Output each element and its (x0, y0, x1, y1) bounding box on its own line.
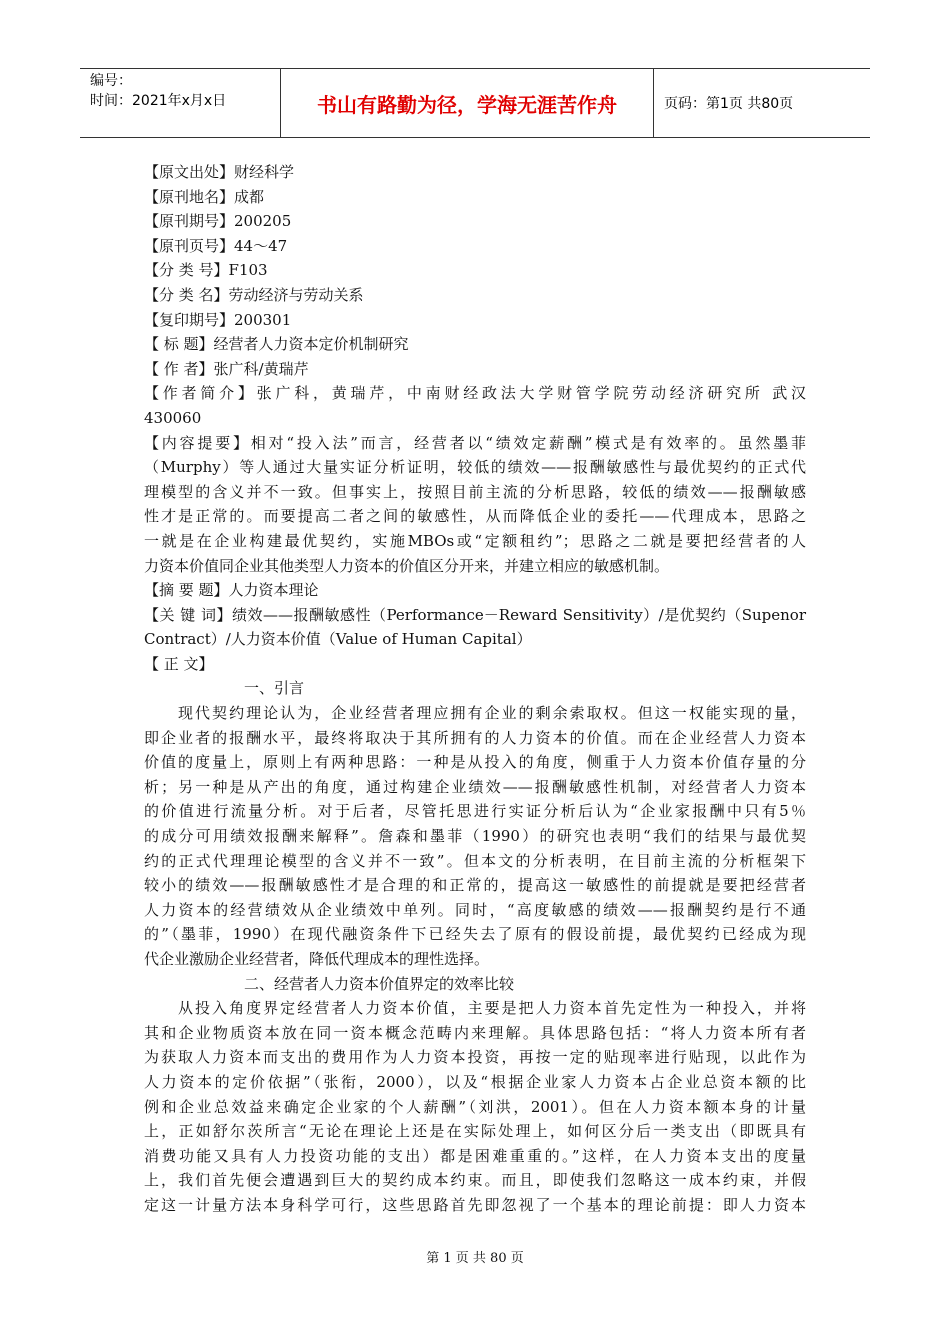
header-number-label: 编号： (90, 73, 132, 89)
body-label: 【 正 文】 (144, 654, 214, 673)
meta-issue: 【原刊期号】200205 (144, 212, 292, 231)
meta-subject: 【摘 要 题】人力资本理论 (144, 581, 319, 600)
section-1-line: 即企业者的报酬水平，最终将取决于其所拥有的人力资本的价值。而在企业经营人力资本 (144, 728, 806, 747)
abstract-line: （Murphy）等人通过大量实证分析证明，较低的绩效——报酬敏感性与最优契约的正式代 (144, 458, 806, 477)
abstract-line: 力资本价值同企业其他类型人力资本的价值区分开来，并建立相应的敏感机制。 (144, 556, 670, 575)
document-body (144, 160, 806, 1218)
section-2-line: 人力资本的定价依据”（张衔，2000），以及“根据企业家人力资本占企业总资本额的比 (144, 1072, 806, 1091)
section-2-line: 上，正如舒尔茨所言“无论在理论上还是在实际处理上，如何区分后一类支出（即既具有 (144, 1122, 806, 1141)
section-1-line: 的”（墨菲，1990）在现代融资条件下已经失去了原有的假设前提，最优契约已经成为现 (144, 925, 806, 944)
section-1-line: 较小的绩效——报酬敏感性才是合理的和正常的，提高这一敏感性的前提就是要把经营者 (144, 876, 806, 895)
meta-author: 【 作 者】张广科/黄瑞芹 (144, 359, 309, 378)
section-2-line: 其和企业物质资本放在同一资本概念范畴内来理解。具体思路包括：“将人力资本所有者 (144, 1023, 806, 1042)
section-2-line: 上，我们首先便会遭遇到巨大的契约成本约束。而且，即使我们忽略这一成本约束，并假 (144, 1171, 806, 1190)
section-2-line: 消费功能又具有人力投资功能的支出）都是困难重重的。”这样，在人力资本支出的度量 (144, 1146, 806, 1165)
keywords-line: Contract）/人力资本价值（Value of Human Capital） (144, 630, 532, 649)
header-motto: 书山有路勤为径，学海无涯苦作舟 (281, 69, 654, 137)
section-1-line: 析；另一种是从产出的角度，通过构建企业绩效——报酬敏感性机制，对经营者人力资本 (144, 777, 806, 796)
section-1-line: 现代契约理论认为，企业经营者理应拥有企业的剩余索取权。但这一权能实现的量， (178, 704, 806, 723)
section-2-line: 定这一计量方法本身科学可行，这些思路首先即忽视了一个基本的理论前提：即人力资本 (144, 1195, 806, 1214)
abstract-line: 一就是在企业构建最优契约，实施MBOs或“定额租约”；思路之二就是要把经营者的人 (144, 531, 806, 550)
section-1-line: 代企业激励企业经营者，降低代理成本的理性选择。 (144, 950, 490, 968)
meta-source: 【原文出处】财经科学 (144, 163, 295, 181)
section-1-line: 的价值进行流量分析。对于后者，尽管托思进行实证分析后认为“企业家报酬中只有5％ (144, 802, 806, 821)
author-intro-line: 430060 (144, 408, 202, 427)
meta-location: 【原刊地名】成都 (144, 187, 265, 206)
section-2-title: 二、经营者人力资本价值界定的效率比较 (244, 974, 515, 993)
meta-class-number: 【分 类 号】F103 (144, 261, 268, 280)
header-page-info: 页码：第1页 共80页 (664, 96, 794, 112)
abstract-line: 性才是正常的。而要提高二者之间的敏感性，从而降低企业的委托——代理成本，思路之 (144, 507, 806, 526)
section-2-line: 例和企业总效益来确定企业家的个人薪酬”（刘洪，2001）。但在人力资本额本身的计量 (144, 1097, 806, 1116)
section-1-line: 的成分可用绩效报酬来解释”。詹森和墨菲（1990）的研究也表明“我们的结果与最优契 (144, 827, 806, 846)
section-1-line: 约的正式代理理论模型的含义并不一致”。但本文的分析表明，在目前主流的分析框架下 (144, 851, 806, 870)
meta-title: 【 标 题】经营者人力资本定价机制研究 (144, 335, 409, 354)
author-intro-line: 【作者简介】张广科，黄瑞芹，中南财经政法大学财管学院劳动经济研究所 武汉 (144, 384, 806, 403)
section-2-line: 从投入角度界定经营者人力资本价值，主要是把人力资本首先定性为一种投入，并将 (178, 999, 806, 1018)
section-1-line: 人力资本的经营绩效从企业绩效中单列。同时，“高度敏感的绩效——报酬契约是行不通 (144, 900, 806, 919)
meta-class-name: 【分 类 名】劳动经济与劳动关系 (144, 285, 364, 304)
meta-pages: 【原刊页号】44～47 (144, 236, 288, 255)
abstract-line: 理模型的含义并不一致。但事实上，按照目前主流的分析思路，较低的绩效——报酬敏感 (144, 482, 806, 501)
section-2-line: 为获取人力资本而支出的费用作为人力资本投资，再按一定的贴现率进行贴现，以此作为 (144, 1048, 806, 1067)
keywords-line: 【关 键 词】绩效——报酬敏感性（Performance－Reward Sensitivity）/是优契约（Supenor (144, 605, 806, 624)
section-1-title: 一、引言 (244, 679, 305, 698)
header-date-label: 时间：2021年x月x日 (90, 93, 227, 109)
section-1-line: 价值的度量上，原则上有两种思路：一种是从投入的角度，侧重于人力资本价值存量的分 (144, 753, 806, 772)
meta-reprint-issue: 【复印期号】200301 (144, 310, 292, 329)
page-header (80, 68, 870, 138)
page-footer: 第 1 页 共 80 页 (426, 1251, 524, 1266)
header-left-cell (80, 69, 281, 137)
abstract-line: 【内容提要】相对“投入法”而言，经营者以“绩效定薪酬”模式是有效率的。虽然墨菲 (144, 433, 806, 452)
